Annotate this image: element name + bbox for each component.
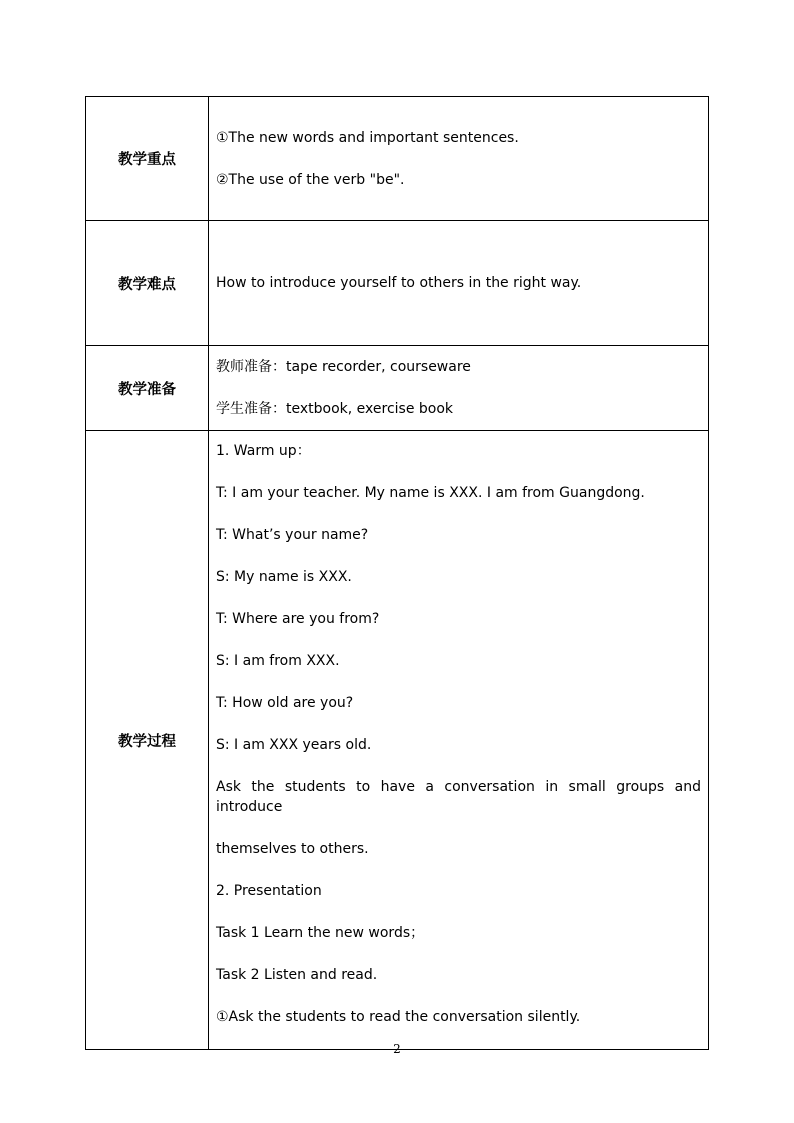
content-line: ①The new words and important sentences. bbox=[216, 129, 519, 146]
content-line: T: I am your teacher. My name is XXX. I am from Guangdong. bbox=[216, 485, 645, 501]
content-line: How to introduce yourself to others in the right way. bbox=[216, 275, 582, 291]
content-line: T: What’s your name? bbox=[216, 527, 369, 543]
row-content bbox=[209, 97, 709, 221]
row-label: 教学重点 bbox=[86, 97, 209, 221]
table-row-teaching-difficulty bbox=[86, 221, 709, 346]
content-line: S: I am from XXX. bbox=[216, 653, 340, 669]
row-content bbox=[209, 431, 709, 1050]
content-line: 1. Warm up： bbox=[216, 443, 311, 459]
content-line: T: How old are you? bbox=[216, 695, 354, 711]
row-label: 教学难点 bbox=[86, 221, 209, 346]
content-line: ①Ask the students to read the conversation silently. bbox=[216, 1009, 581, 1025]
content-line: 教师准备：tape recorder, courseware bbox=[216, 359, 471, 375]
row-content bbox=[209, 221, 709, 346]
content-line: Ask the students to have a conversation in small groups and introduce bbox=[216, 779, 701, 815]
content-line: 2. Presentation bbox=[216, 883, 322, 899]
row-content bbox=[209, 346, 709, 431]
content-line: T: Where are you from? bbox=[216, 611, 380, 627]
content-line: Task 2 Listen and read. bbox=[216, 967, 378, 983]
table-row-teaching-focus bbox=[86, 97, 709, 221]
row-label: 教学准备 bbox=[86, 346, 209, 431]
content-line: ②The use of the verb "be". bbox=[216, 171, 405, 188]
row-label: 教学过程 bbox=[86, 431, 209, 1050]
process-lines bbox=[216, 431, 701, 1027]
page-number: 2 bbox=[393, 1042, 401, 1056]
content-line: S: I am XXX years old. bbox=[216, 737, 372, 753]
lesson-plan-table bbox=[85, 96, 709, 1050]
content-line: Task 1 Learn the new words； bbox=[216, 925, 425, 941]
content-line: themselves to others. bbox=[216, 841, 369, 857]
table-row-teaching-preparation bbox=[86, 346, 709, 431]
content-line: S: My name is XXX. bbox=[216, 569, 352, 585]
table-row-teaching-process bbox=[86, 431, 709, 1050]
content-line: 学生准备：textbook, exercise book bbox=[216, 401, 454, 417]
